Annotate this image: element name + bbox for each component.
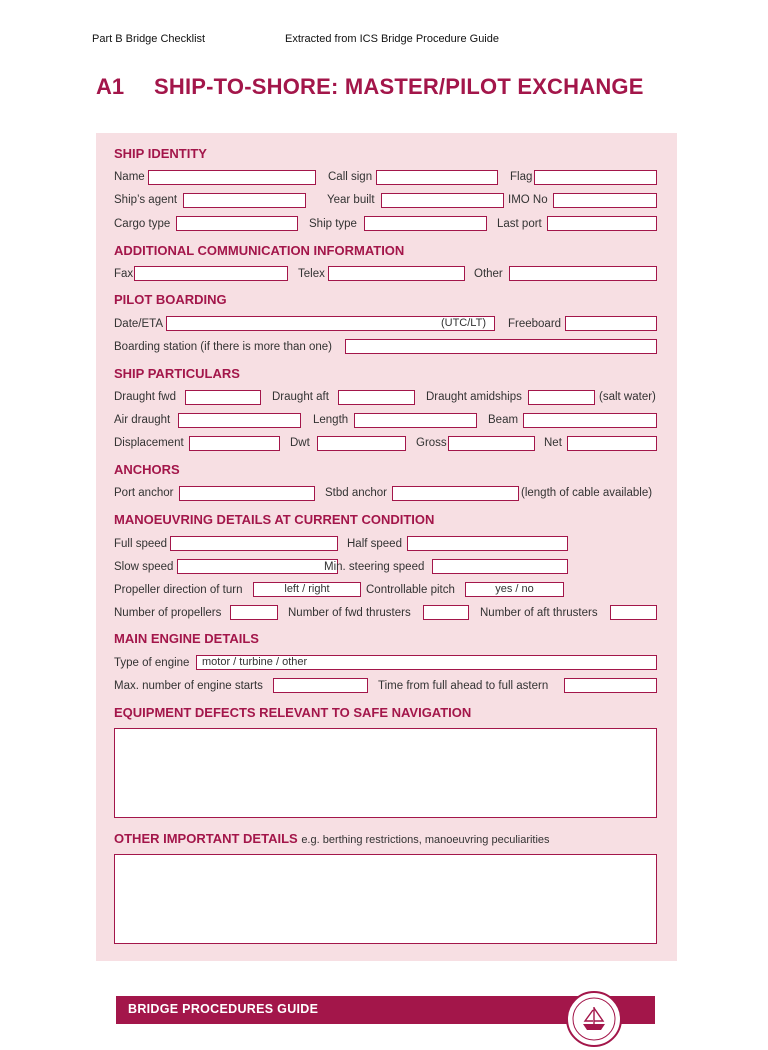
footer-title: BRIDGE PROCEDURES GUIDE (128, 1002, 319, 1016)
ship-type-field[interactable] (364, 216, 487, 231)
net-field[interactable] (567, 436, 657, 451)
num-fwd-thrusters-field[interactable] (423, 605, 469, 620)
page-title: SHIP-TO-SHORE: MASTER/PILOT EXCHANGE (154, 74, 644, 99)
section-pilot-boarding: PILOT BOARDING (114, 292, 227, 307)
half-speed-label: Half speed (347, 538, 402, 550)
propeller-direction-field[interactable]: left / right (253, 582, 361, 597)
equipment-defects-textarea[interactable] (114, 728, 657, 818)
other-label: Other (474, 268, 503, 280)
other-field[interactable] (509, 266, 657, 281)
date-eta-field[interactable] (166, 316, 495, 331)
draught-fwd-field[interactable] (185, 390, 261, 405)
call-sign-label: Call sign (328, 171, 373, 183)
fax-field[interactable] (134, 266, 288, 281)
form-panel (96, 133, 677, 961)
telex-field[interactable] (328, 266, 465, 281)
boarding-station-field[interactable] (345, 339, 657, 354)
air-draught-label: Air draught (114, 414, 171, 426)
length-field[interactable] (354, 413, 477, 428)
slow-speed-label: Slow speed (114, 561, 174, 573)
section-communication: ADDITIONAL COMMUNICATION INFORMATION (114, 243, 405, 258)
name-field[interactable] (148, 170, 316, 185)
propeller-direction-label: Propeller direction of turn (114, 584, 243, 596)
date-eta-label: Date/ETA (114, 318, 163, 330)
max-engine-starts-field[interactable] (273, 678, 368, 693)
num-propellers-label: Number of propellers (114, 607, 222, 619)
ics-seal-logo (566, 991, 622, 1047)
dwt-field[interactable] (317, 436, 406, 451)
ship-type-label: Ship type (309, 218, 357, 230)
section-ship-identity: SHIP IDENTITY (114, 146, 207, 161)
gross-label: Gross (416, 437, 447, 449)
net-label: Net (544, 437, 562, 449)
cable-note: (length of cable available) (521, 487, 653, 499)
cargo-type-label: Cargo type (114, 218, 171, 230)
section-other-details (114, 831, 550, 846)
num-aft-thrusters-label: Number of aft thrusters (480, 607, 598, 619)
full-speed-field[interactable] (170, 536, 338, 551)
utc-lt-hint: (UTC/LT) (440, 317, 486, 329)
num-propellers-field[interactable] (230, 605, 278, 620)
air-draught-field[interactable] (178, 413, 301, 428)
stbd-anchor-label: Stbd anchor (325, 487, 388, 499)
port-anchor-label: Port anchor (114, 487, 174, 499)
displacement-field[interactable] (189, 436, 280, 451)
salt-water-note: (salt water) (599, 391, 656, 403)
dwt-label: Dwt (290, 437, 310, 449)
beam-field[interactable] (523, 413, 657, 428)
min-steering-field[interactable] (432, 559, 568, 574)
imo-no-label: IMO No (508, 194, 548, 206)
half-speed-field[interactable] (407, 536, 568, 551)
section-equipment-defects: EQUIPMENT DEFECTS RELEVANT TO SAFE NAVIGATION (114, 705, 472, 720)
freeboard-label: Freeboard (508, 318, 562, 330)
header-left: Part B Bridge Checklist (92, 33, 206, 45)
telex-label: Telex (298, 268, 325, 280)
type-of-engine-label: Type of engine (114, 657, 190, 669)
beam-label: Beam (488, 414, 519, 426)
other-details-note: e.g. berthing restrictions, manoeuvring peculiarities (301, 834, 550, 846)
section-manoeuvring: MANOEUVRING DETAILS AT CURRENT CONDITION (114, 512, 435, 527)
draught-amidships-field[interactable] (528, 390, 595, 405)
controllable-pitch-field[interactable]: yes / no (465, 582, 564, 597)
name-label: Name (114, 171, 145, 183)
freeboard-field[interactable] (565, 316, 657, 331)
stbd-anchor-field[interactable] (392, 486, 519, 501)
max-engine-starts-label: Max. number of engine starts (114, 680, 263, 692)
boarding-station-label: Boarding station (if there is more than one) (114, 341, 332, 353)
imo-no-field[interactable] (553, 193, 657, 208)
full-speed-label: Full speed (114, 538, 168, 550)
ships-agent-label: Ship’s agent (114, 194, 178, 206)
ships-agent-field[interactable] (183, 193, 306, 208)
flag-field[interactable] (534, 170, 657, 185)
num-fwd-thrusters-label: Number of fwd thrusters (288, 607, 411, 619)
call-sign-field[interactable] (376, 170, 498, 185)
section-ship-particulars: SHIP PARTICULARS (114, 366, 240, 381)
section-anchors: ANCHORS (114, 462, 180, 477)
other-details-heading: OTHER IMPORTANT DETAILS (114, 831, 298, 846)
min-steering-label: Min. steering speed (324, 561, 425, 573)
length-label: Length (313, 414, 349, 426)
draught-aft-field[interactable] (338, 390, 415, 405)
last-port-field[interactable] (547, 216, 657, 231)
num-aft-thrusters-field[interactable] (610, 605, 657, 620)
other-details-textarea[interactable] (114, 854, 657, 944)
displacement-label: Displacement (114, 437, 184, 449)
year-built-label: Year built (327, 194, 375, 206)
form-number: A1 (96, 74, 125, 99)
port-anchor-field[interactable] (179, 486, 315, 501)
year-built-field[interactable] (381, 193, 504, 208)
draught-fwd-label: Draught fwd (114, 391, 177, 403)
draught-aft-label: Draught aft (272, 391, 329, 403)
controllable-pitch-label: Controllable pitch (366, 584, 455, 596)
ship-emblem-icon (568, 993, 620, 1045)
full-ahead-astern-field[interactable] (564, 678, 657, 693)
fax-label: Fax (114, 268, 134, 280)
type-of-engine-field[interactable]: motor / turbine / other (196, 655, 657, 670)
gross-field[interactable] (448, 436, 535, 451)
section-main-engine: MAIN ENGINE DETAILS (114, 631, 259, 646)
full-ahead-astern-label: Time from full ahead to full astern (378, 680, 549, 692)
header-center: Extracted from ICS Bridge Procedure Guide (285, 33, 499, 45)
draught-amidships-label: Draught amidships (426, 391, 522, 403)
slow-speed-field[interactable] (177, 559, 338, 574)
flag-label: Flag (510, 171, 533, 183)
last-port-label: Last port (497, 218, 542, 230)
cargo-type-field[interactable] (176, 216, 298, 231)
